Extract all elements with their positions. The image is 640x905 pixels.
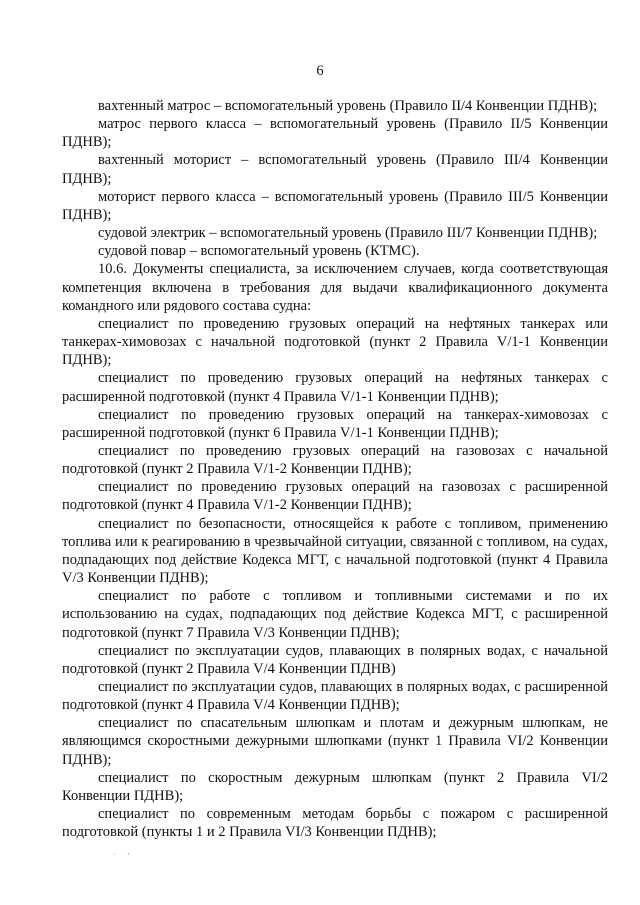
paragraph: вахтенный моторист – вспомогательный уровень (Правило III/4 Конвенции ПДНВ); bbox=[62, 152, 608, 187]
paragraph: моторист первого класса – вспомогательный уровень (Правило III/5 Конвенции ПДНВ); bbox=[62, 188, 608, 223]
paragraph: матрос первого класса – вспомогательный уровень (Правило II/5 Конвенции ПДНВ); bbox=[62, 116, 608, 151]
paragraph: специалист по безопасности, относящейся к работе с топливом, применению топлива или к реагированию в чрезвычайной ситуации, связанной с топливом, на судах, подпадающих под действие Кодекса МГТ, с начальной подготовкой (пункт 4 Правила V/3 Конвенции ПДНВ); bbox=[62, 515, 608, 587]
paragraph: специалист по проведению грузовых операций на нефтяных танкерах с расширенной подготовкой (пункт 4 Правила V/1-1 Конвенции ПДНВ); bbox=[62, 370, 608, 405]
paragraph: специалист по проведению грузовых операций на газовозах с расширенной подготовкой (пункт 4 Правила V/1-2 Конвенции ПДНВ); bbox=[62, 479, 608, 514]
paragraph: специалист по проведению грузовых операций на танкерах-химовозах с расширенной подготовкой (пункт 6 Правила V/1-1 Конвенции ПДНВ); bbox=[62, 406, 608, 441]
paragraph: судовой электрик – вспомогательный уровень (Правило III/7 Конвенции ПДНВ); bbox=[98, 225, 598, 242]
scan-speck: · bbox=[127, 849, 130, 859]
scan-speck: ˙ bbox=[113, 852, 116, 862]
document-body bbox=[62, 97, 608, 841]
paragraph: специалист по спасательным шлюпкам и плотам и дежурным шлюпкам, не являющимся скоростными дежурными шлюпками (пункт 1 Правила VI/2 Конвенции ПДНВ); bbox=[62, 715, 608, 768]
paragraph: специалист по эксплуатации судов, плавающих в полярных водах, с расширенной подготовкой (пункт 4 Правила V/4 Конвенции ПДНВ); bbox=[62, 679, 608, 714]
paragraph: специалист по скоростным дежурным шлюпкам (пункт 2 Правила VI/2 Конвенции ПДНВ); bbox=[62, 769, 608, 804]
paragraph: специалист по работе с топливом и топливными системами и по их использованию на судах, подпадающих под действие Кодекса МГТ, с расширенной подготовкой (пункт 7 Правила V/3 Конвенции ПДНВ); bbox=[62, 588, 608, 641]
paragraph: судовой повар – вспомогательный уровень (КТМС). bbox=[98, 243, 420, 260]
paragraph: специалист по современным методам борьбы с пожаром с расширенной подготовкой (пункты 1 и 2 Правила VI/3 Конвенции ПДНВ); bbox=[62, 806, 608, 841]
paragraph: вахтенный матрос – вспомогательный уровень (Правило II/4 Конвенции ПДНВ); bbox=[98, 98, 598, 114]
paragraph: 10.6. Документы специалиста, за исключением случаев, когда соответствующая компетенция включена в требования для выдачи квалификационного документа командного или рядового состава судна: bbox=[62, 261, 608, 314]
paragraph: специалист по проведению грузовых операций на газовозах с начальной подготовкой (пункт 2 Правила V/1-2 Конвенции ПДНВ); bbox=[62, 442, 608, 478]
paragraph: специалист по эксплуатации судов, плавающих в полярных водах, с начальной подготовкой (пункт 2 Правила V/4 Конвенции ПДНВ) bbox=[62, 642, 608, 677]
page-number: 6 bbox=[316, 63, 324, 79]
paragraph: специалист по проведению грузовых операций на нефтяных танкерах или танкерах-химовозах с начальной подготовкой (пункт 2 Правила V/1-1 Конвенции ПДНВ); bbox=[62, 315, 608, 369]
